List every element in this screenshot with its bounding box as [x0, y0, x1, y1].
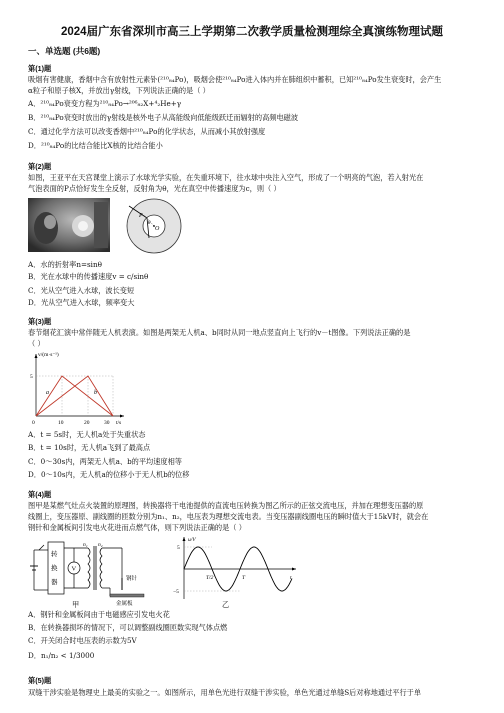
q4-converter-char2: 换: [51, 565, 58, 572]
q2-number: 第(2)题: [28, 162, 52, 171]
q1-number: 第(1)题: [28, 64, 52, 73]
q4-figure-jia-caption: 甲: [72, 600, 80, 609]
section-heading: 一、单选题 (共6题): [28, 46, 101, 56]
q4-tick-bottom: −5: [173, 589, 179, 595]
q2-center-o-label: O: [155, 226, 160, 232]
q4-option-c: C．开关闭合时电压表的示数为5V: [28, 636, 137, 645]
q4-n1-label: n₁: [83, 542, 88, 548]
q2-option-d: D．光从空气进入水球，频率变大: [28, 298, 135, 307]
q2-stem-line2: 气泡表面的P点恰好发生全反射，反射角为θ，光在真空中传播速度为c，则（ ）: [28, 184, 281, 193]
q2-theta-label: θ: [148, 221, 151, 226]
q4-stem-line3: 钢针和金属板间引发电火花进而点燃气体，则下列说法正确的是（ ）: [28, 523, 246, 532]
q4-tick-top: 5: [177, 545, 180, 551]
q2-option-b: B．光在水球中的传播速度v = c/sinθ: [28, 272, 149, 281]
q3-option-a: A．t = 5s时，无人机a处于失重状态: [28, 430, 146, 439]
q1-option-a: A．²¹⁰₈₄Po衰变方程为²¹⁰₈₄Po→²⁰⁶₈₂X+⁴₂He+γ: [28, 99, 182, 108]
q4-needle-label: 钢针: [126, 576, 138, 582]
q1-stem-line1: 吸烟有害健康，香烟中含有放射性元素钋(²¹⁰₈₄Po)，吸烟会使²¹⁰₈₄Po进入体内并在肺组织中蓄积，已知²¹⁰₈₄Po发生衰变时，会产生: [28, 75, 442, 84]
q4-n2-label: n₂: [98, 542, 103, 548]
q2-stem-line1: 如图，王亚平在天宫课堂上演示了水球光学实验，在失重环境下，往水球中央注入空气，形成了一个明亮的气泡，若入射光在: [28, 173, 424, 182]
q2-astronaut-photo: [28, 198, 110, 252]
q2-water-ball-diagram: [123, 196, 185, 258]
q4-option-d: D．n₁/n₂ < 1/3000: [28, 651, 95, 660]
q3-tick-x20: 20: [84, 420, 90, 426]
q4-stem-line2: 线圈上，变压器原、副线圈的匝数分别为n₁、n₂，电压表为理想交流电表。当变压器副线圈电压的瞬时值大于15kV时，就会在: [28, 512, 429, 521]
q1-option-d: D．²¹⁰₈₄Po的比结合能比X核的比结合能小: [28, 141, 163, 150]
q4-sine-graph: [170, 535, 300, 603]
q3-tick-y5: 5: [30, 374, 33, 380]
q3-tick-x10: 10: [58, 420, 64, 426]
q3-line-b-label: b: [94, 390, 97, 396]
q5-number: 第(5)题: [28, 676, 52, 685]
q4-figure-yi-caption: 乙: [222, 600, 230, 609]
q4-option-a: A．钢针和金属板间由于电磁感应引发电火花: [28, 610, 170, 619]
q4-stem-line1: 图甲是某燃气灶点火装置的原理图，转换器将干电池提供的直流电压转换为图乙所示的正弦交流电压，并加在理想变压器的原: [28, 501, 424, 510]
q3-number: 第(3)题: [28, 317, 52, 326]
q3-option-c: C．0～30s内，两架无人机a、b的平均速度相等: [28, 457, 182, 466]
q3-option-d: D．0～10s内，无人机a的位移小于无人机b的位移: [28, 470, 190, 479]
q4-voltmeter-symbol: V: [71, 565, 77, 573]
q1-stem-line2: α粒子和原子核X，并放出γ射线，下列说法正确的是（ ）: [28, 86, 210, 95]
q4-converter-char3: 器: [51, 579, 58, 586]
q1-option-c: C．通过化学方法可以改变香烟中²¹⁰₈₄Po的化学状态，从而减小其放射强度: [28, 127, 266, 136]
q4-u-axis-label: u/V: [188, 537, 196, 543]
q3-stem-line1: 春节烟花汇演中常伴随无人机表演。如图是两架无人机a、b同时从同一地点竖直向上飞行的v－t图像。下列说法正确的是: [28, 328, 411, 337]
q2-option-a: A．水的折射率n=sinθ: [28, 260, 102, 269]
q3-line-a-label: a: [46, 390, 49, 396]
q4-converter-char1: 转: [51, 551, 58, 558]
q4-t-axis-label: t: [290, 575, 292, 581]
q3-stem-line2: （ ）: [28, 339, 45, 348]
q3-option-b: B．t = 10s时，无人机a飞到了最高点: [28, 443, 151, 452]
q2-point-p-label: P: [139, 213, 143, 219]
q4-tick-period: T: [242, 575, 246, 581]
q3-vt-graph: [28, 350, 128, 426]
q4-circuit-diagram: [30, 538, 160, 608]
q5-stem-line1: 双缝干涉实验是物理史上最美的实验之一。如图所示，用单色光进行双缝干涉实验，单色光通过单缝S后对称地通过平行于单: [28, 688, 422, 697]
q1-option-b: B．²¹⁰₈₄Po衰变时放出的γ射线是核外电子从高能级向低能级跃迁而辐射的高频电磁波: [28, 113, 299, 122]
q2-option-c: C．光从空气进入水球，波长变短: [28, 286, 135, 295]
q4-option-b: B．在转换器损坏的情况下，可以调整副线圈匝数实现气体点燃: [28, 623, 228, 632]
q4-tick-half-period: T/2: [206, 575, 214, 581]
q3-tick-x30: 30: [104, 420, 110, 426]
q4-plate-label: 金属板: [116, 601, 133, 607]
q3-y-axis-label: v/(m·s⁻¹): [38, 352, 59, 358]
q3-tick-x0: 0: [32, 420, 35, 426]
page-title: 2024届广东省深圳市高三上学期第二次教学质量检测理综全真演练物理试题: [60, 26, 444, 38]
q3-x-axis-label: t/s: [116, 420, 122, 426]
q4-number: 第(4)题: [28, 490, 52, 499]
